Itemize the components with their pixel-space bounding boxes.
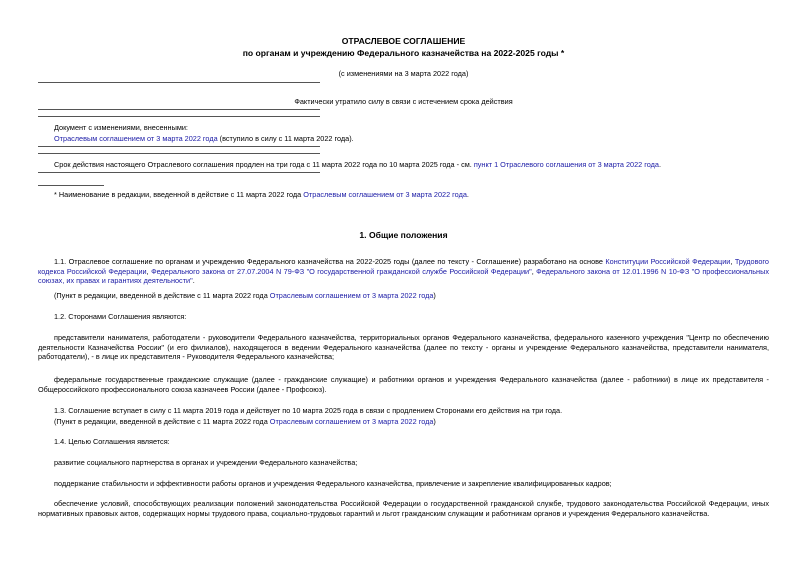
p1-note-text: (Пункт в редакции, введенной в действие с 11 марта 2022 года xyxy=(54,291,270,300)
p5-revision-note xyxy=(54,417,436,427)
divider xyxy=(38,153,320,154)
footnote xyxy=(54,190,469,200)
status-note: Фактически утратило силу в связи с истечением срока действия xyxy=(294,97,513,106)
change-doc-label: Документ с изменениями, внесенными: xyxy=(54,123,188,132)
paragraph-1-4: 1.4. Целью Соглашения является: xyxy=(54,437,170,446)
p1-end: . xyxy=(192,276,195,286)
p1-sep: , xyxy=(730,257,735,266)
paragraph-1-1 xyxy=(38,257,769,286)
goal-conditions: обеспечение условий, способствующих реализации положений законодательства Российской Федерации о государственной гражданской службе, трудового законодательства Российской Федерации, иных нормативных правовых актов, содержащих нормы трудового права, социально-трудовых гарантий и льгот гражданским служащим и работникам органов и учреждения Федерального казначейства. xyxy=(38,499,769,518)
divider xyxy=(38,82,320,83)
p1-sep: , xyxy=(531,266,537,276)
p1-note-link[interactable]: Отраслевым соглашением от 3 марта 2022 года xyxy=(269,291,434,300)
constitution-link[interactable]: Конституции Российской Федерации xyxy=(605,257,731,266)
document-subtitle: по органам и учреждению Федерального казначейства на 2022-2025 годы * xyxy=(242,48,565,58)
p1-text: 1.1. Отраслевое соглашение по органам и учреждению Федерального казначейства на 2022-2025 годы (далее по тексту - Соглашение) разработано на основе xyxy=(54,257,606,266)
divider xyxy=(38,109,320,110)
section-heading: 1. Общие положения xyxy=(359,230,448,240)
law-79fz-link[interactable]: Федерального закона от 27.07.2004 N 79-ФЗ "О государственной гражданской службе Российской Федерации" xyxy=(151,266,532,276)
p1-note-end: ) xyxy=(433,291,436,300)
footnote-link[interactable]: Отраслевым соглашением от 3 марта 2022 года xyxy=(303,190,467,199)
extension-note xyxy=(54,160,661,170)
p5-note-link[interactable]: Отраслевым соглашением от 3 марта 2022 года xyxy=(269,417,434,426)
change-doc-line xyxy=(54,134,354,144)
extension-text: Срок действия настоящего Отраслевого соглашения продлен на три года с 11 марта 2022 года по 10 марта 2025 года - см. xyxy=(54,160,474,169)
revision-note: (с изменениями на 3 марта 2022 года) xyxy=(338,69,469,78)
paragraph-parties-employees: федеральные государственные гражданские служащие (далее - гражданские служащие) и работники органов и учреждения Федерального казначейства (далее - работники) в лице их представителя - Общероссийского профессионального союза казначеев России (далее - Профсоюз). xyxy=(38,375,769,394)
labor-code-link[interactable]: Трудового кодекса Российской Федерации xyxy=(38,257,769,276)
paragraph-1-2: 1.2. Сторонами Соглашения являются: xyxy=(54,312,187,321)
document-title: ОТРАСЛЕВОЕ СОГЛАШЕНИЕ xyxy=(341,36,466,46)
extension-link[interactable]: пункт 1 Отраслевого соглашения от 3 марта 2022 года xyxy=(473,160,659,169)
divider xyxy=(38,172,320,173)
p1-sep: , xyxy=(146,266,152,276)
change-doc-link[interactable]: Отраслевым соглашением от 3 марта 2022 года xyxy=(54,134,218,143)
footnote-text: * Наименование в редакции, введенной в действие с 11 марта 2022 года xyxy=(54,190,304,199)
footnote-divider xyxy=(38,185,104,186)
goal-stability: поддержание стабильности и эффективности работы органов и учреждения Федерального казначейства, привлечение и закрепление квалифицированных кадров; xyxy=(54,479,612,488)
p5-note-end: ) xyxy=(433,417,436,426)
law-10fz-link[interactable]: Федерального закона от 12.01.1996 N 10-ФЗ "О профессиональных союзах, их правах и гарантиях деятельности" xyxy=(38,266,769,286)
change-doc-suffix: (вступило в силу с 11 марта 2022 года). xyxy=(217,134,354,143)
footnote-suffix: . xyxy=(466,190,469,199)
paragraph-1-3: 1.3. Соглашение вступает в силу с 11 марта 2019 года и действует по 10 марта 2025 года в связи с продлением Сторонами его действия на три года. xyxy=(54,406,563,415)
extension-suffix: . xyxy=(658,160,661,169)
divider xyxy=(38,146,320,147)
goal-social-partnership: развитие социального партнерства в органах и учреждении Федерального казначейства; xyxy=(54,458,358,467)
p1-revision-note xyxy=(54,291,436,301)
p5-note-text: (Пункт в редакции, введенной в действие с 11 марта 2022 года xyxy=(54,417,270,426)
divider xyxy=(38,116,320,117)
paragraph-parties-employers: представители нанимателя, работодатели - руководители Федерального казначейства, территориальных органов Федерального казначейства, федерального казенного учреждения "Центр по обеспечению деятельности Казначейства России" (и его филиалов), находящегося в ведении Федерального казначейства (далее по тексту - органы и учреждение Федерального казначейства, представители нанимателя, работодатели), - в лице их представителя - Руководителя Федерального казначейства; xyxy=(38,333,769,362)
